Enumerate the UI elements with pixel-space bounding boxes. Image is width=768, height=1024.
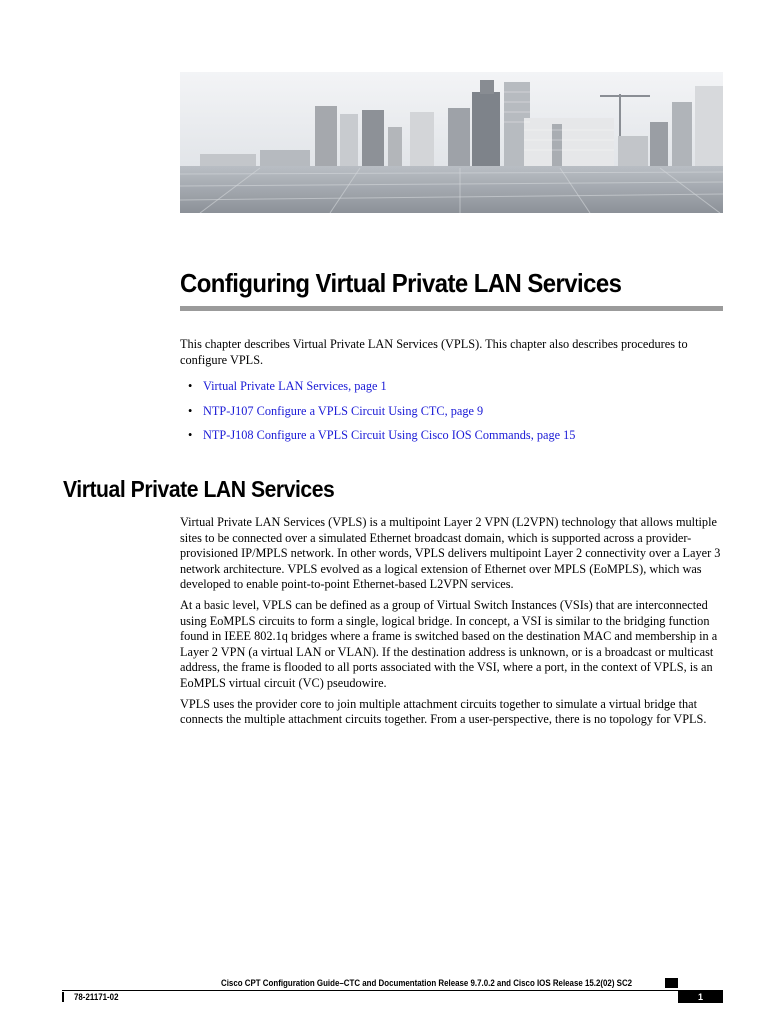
bullet-icon: • bbox=[188, 428, 193, 442]
toc-link-ntp-j108[interactable]: NTP-J108 Configure a VPLS Circuit Using Cisco IOS Commands, page 15 bbox=[203, 428, 576, 442]
bullet-icon: • bbox=[188, 379, 193, 393]
chapter-banner-image bbox=[180, 72, 723, 213]
page-number: 1 bbox=[678, 991, 723, 1003]
title-rule bbox=[180, 306, 723, 311]
toc-link-virtual-private-lan-services[interactable]: Virtual Private LAN Services, page 1 bbox=[203, 379, 387, 393]
doc-number: 78-21171-02 bbox=[74, 992, 119, 1002]
toc-link-ntp-j107[interactable]: NTP-J107 Configure a VPLS Circuit Using CTC, page 9 bbox=[203, 403, 484, 418]
footer-guide-title: Cisco CPT Configuration Guide–CTC and Documentation Release 9.7.0.2 and Cisco IOS Release 15.2(02) SC2 bbox=[221, 978, 633, 988]
chapter-title: Configuring Virtual Private LAN Services bbox=[180, 268, 622, 298]
body-paragraph: At a basic level, VPLS can be defined as a group of Virtual Switch Instances (VSIs) that are interconnected using EoMPLS circuits to form a single, logical bridge. In concept, a VSI is similar to the bridging function found in IEEE 802.1q bridges where a frame is switched based on the destination MAC and membership in a Layer 2 VPN (a virtual LAN or VLAN). If the destination address is unknown, or is a broadcast or multicast address, the frame is flooded to all ports associated with the VSI, where a port, in the context of VPLS, is an EoMPLS virtual circuit (VC) pseudowire. bbox=[180, 597, 718, 690]
chapter-intro: This chapter describes Virtual Private LAN Services (VPLS). This chapter also describes procedures to configure VPLS. bbox=[180, 337, 688, 367]
section-body bbox=[180, 515, 725, 733]
body-paragraph: Virtual Private LAN Services (VPLS) is a multipoint Layer 2 VPN (L2VPN) technology that allows multiple sites to be connected over a simulated Ethernet broadcast domain, which is supported across a provider-provisioned IP/MPLS network. In other words, VPLS delivers multipoint Layer 2 connectivity over a Layer 3 network architecture. VPLS evolved as a logical extension of Ethernet over MPLS (EoMPLS), which was developed to enable point-to-point Ethernet-based L2VPN services. bbox=[180, 515, 721, 592]
section-title: Virtual Private LAN Services bbox=[63, 476, 335, 502]
footer-tab-mark bbox=[665, 978, 678, 988]
toc-item bbox=[188, 427, 575, 452]
bullet-icon: • bbox=[188, 403, 193, 418]
chapter-toc bbox=[188, 378, 575, 452]
toc-item bbox=[188, 378, 575, 403]
city-skyline-illustration bbox=[180, 72, 723, 213]
doc-number-mark bbox=[62, 992, 64, 1002]
body-paragraph: VPLS uses the provider core to join multiple attachment circuits together to simulate a virtual bridge that connects the multiple attachment circuits together. From a user-perspective, there is no topology for VPLS. bbox=[180, 696, 707, 727]
footer-rule bbox=[62, 990, 723, 991]
toc-item bbox=[188, 403, 575, 428]
